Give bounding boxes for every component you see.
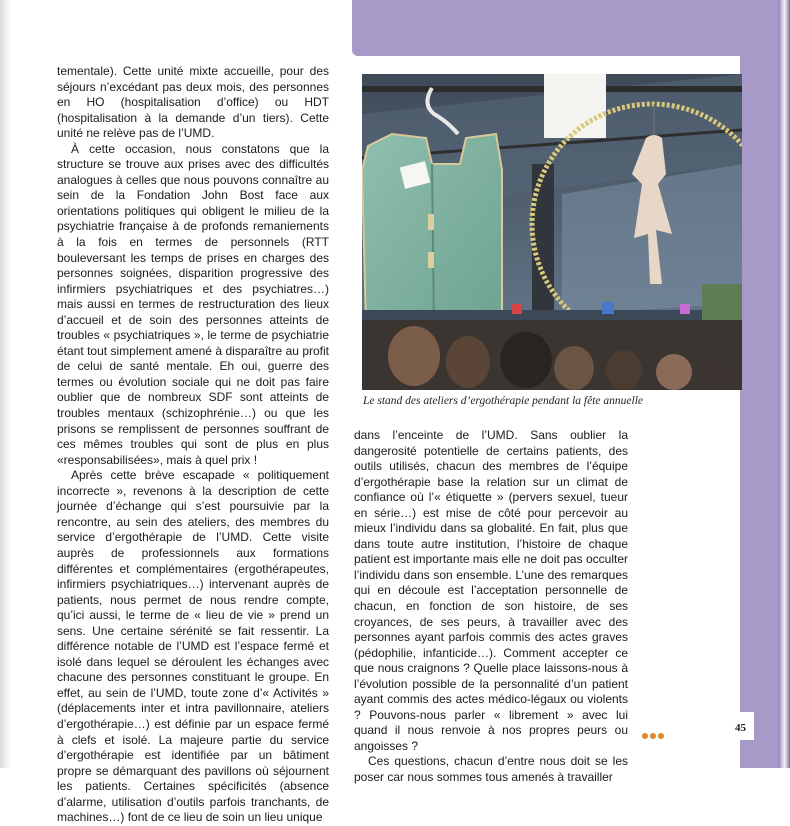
page-number: 45 <box>735 722 746 734</box>
decorative-dots <box>642 726 668 736</box>
book-spine-shadow <box>0 0 12 768</box>
text-column-right <box>354 428 628 786</box>
text-column-left <box>57 64 329 826</box>
dot <box>642 733 648 739</box>
photo-ergotherapy-stand <box>362 74 742 390</box>
dot <box>650 733 656 739</box>
paragraph: dans l’enceinte de l’UMD. Sans oublier la dangerosité potentielle de certains patients, des outils utilisés, chacun des membres de l’équipe d’ergothérapie base la relation sur un climat de confiance où l’« étiquette » (pervers sexuel, tueur en série…) est mise de côté pour percevoir au mieux l’individu dans sa globalité. En fait, plus que dans toute autre institution, l’histoire de chaque patient est importante mais elle ne doit pas occulter l’individu dans son ensemble. L’une des remarques qui en découle est l’acceptation personnelle de chacun, en fonction de son histoire, de ses croyances, de ses peurs, à travailler avec des personnes ayant parfois commis des actes graves (pédophilie, infanticide…). Comment accepter ce que nous craignons ? Quelle place laissons-nous à l’évolution possible de la personnalité d’un patient ayant commis des actes médico-légaux ou violents ? Pouvons-nous parler « librement » avec lui quand il nous renvoie à nos propres peurs ou angoisses ? <box>354 428 628 753</box>
dot <box>658 733 664 739</box>
photo-caption: Le stand des ateliers d’ergothérapie pendant la fête annuelle <box>352 390 740 412</box>
purple-header-band <box>352 0 752 56</box>
paragraph: Ces questions, chacun d’entre nous doit se les poser car nous sommes tous amenés à travailler <box>354 754 628 785</box>
page-edge <box>778 0 790 768</box>
paragraph: Après cette brève escapade « politiquement incorrecte », revenons à la description de cette journée d’échange qui s’est poursuivie par la rencontre, au sein des ateliers, des membres du service d’ergothérapie de l’UMD. Cette visite auprès de professionnels aux formations différentes et complémentaires (ergothérapeutes, infirmiers psychiatriques…) intervenant auprès de patients, nous permet de nous rendre compte, qu’ici aussi, le terme de « lieu de vie » prend un sens. Une certaine sérénité se fait ressentir. La différence notable de l’UMD est l’espace fermé et isolé dans lequel se déroulent les échanges avec chacune des personnes constituant le groupe. En effet, au sein de l’UMD, toute zone d’« Activités » (déplacements inter et intra pavillonnaire, ateliers d’ergothérapie…) est définie par un espace fermé à clefs et isolé. La majeure partie du service d’ergothérapie est identifiée par un bâtiment propre se démarquant des pavillons où séjournent les patients. Certaines spécificités (absence d’alarme, utilisation d’outils parfois tranchants, de machines…) font de ce lieu de soin un lieu unique <box>57 468 329 825</box>
paragraph: tementale). Cette unité mixte accueille, pour des séjours n’excédant pas deux mois, des personnes en HO (hospitalisation d’office) ou HDT (hospitalisation à la demande d’un tiers). Cette unité ne relève pas de l’UMD. <box>57 64 329 141</box>
purple-margin-band <box>740 0 778 768</box>
paragraph: À cette occasion, nous constatons que la structure se trouve aux prises avec des difficultés analogues à celles que nous pouvons connaître au sein de la Fondation John Bost face aux orientations politiques qui obligent le milieu de la psychiatrie française à de profonds remaniements à la fois en termes de personnels (RTT bouleversant les temps de prises en charges des personnes soignées, disparition progressive des infirmiers psychiatriques et des psychiatres…) mais aussi en termes de restructuration des lieux d’accueil et de soin des personnes atteints de troubles « psychiatriques », le terme de psychiatrie étant tout simplement amené à disparaître au profit de celui de santé mentale. Eh oui, guerre des termes ou évolution sociale qui ne doit pas faire oublier que de nombreux SDF sont atteints de troubles mentaux (schizophrénie…) ou que les prisons se remplissent de personnes souffrant de ces mêmes troubles qui sont de plus en plus «responsabilisées», mais à quel prix ! <box>57 141 329 467</box>
